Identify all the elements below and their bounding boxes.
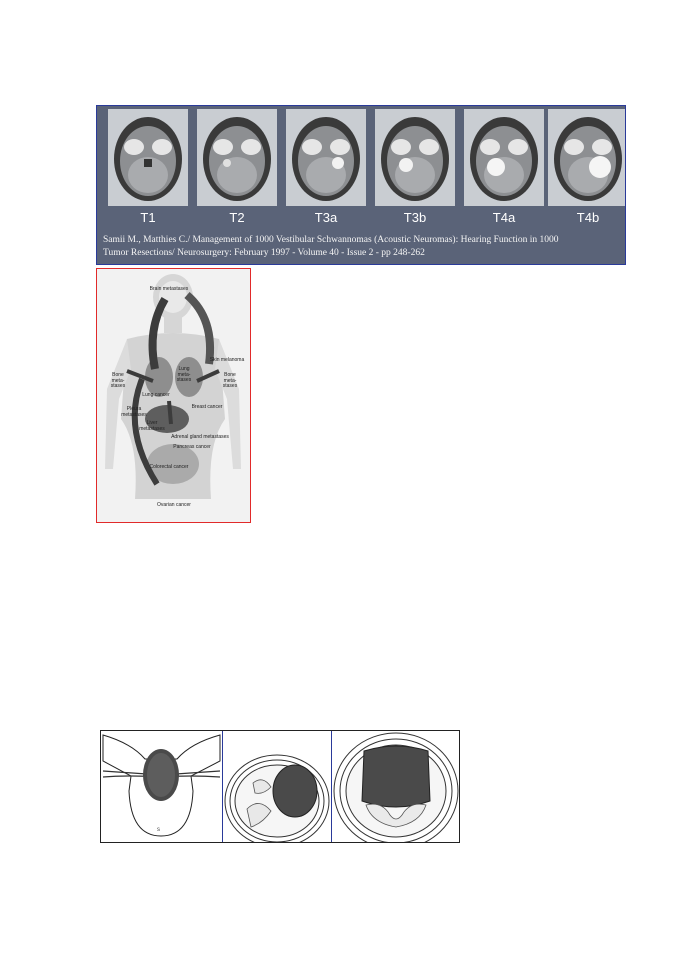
spinal-panel-1 [101, 731, 223, 842]
label-pleura-metastases: Pleura metastases [121, 406, 147, 418]
body-silhouette [97, 269, 249, 521]
mri-caption [103, 234, 621, 260]
label-bone-metastases-right: Bone meta- stases [222, 372, 238, 389]
mri-scan-t4b [548, 109, 626, 206]
caption-citation-rest: : Hearing Function in 1000 [455, 235, 559, 245]
metastasis-diagram [96, 268, 251, 523]
mri-scan-t3a [286, 109, 366, 206]
label-colorectal-cancer: Colorectal cancer [149, 464, 189, 470]
stage-label-t1: T1 [140, 210, 156, 225]
stage-label-t4b: T4b [576, 210, 600, 225]
mri-scan-t4a [464, 109, 544, 206]
label-brain-metastases: Brain metastases [149, 286, 189, 292]
label-bone-metastases-left: Bone meta- stases [110, 372, 126, 389]
mri-scan-t3b [375, 109, 455, 206]
mri-staging-figure [96, 105, 626, 265]
label-lung-cancer: Lung cancer [142, 392, 170, 398]
stage-label-t2: T2 [229, 210, 245, 225]
mri-scan-t2 [197, 109, 277, 206]
caption-citation: Samii M., Matthies C./ Management of 1000 Vestibular Schwannomas (Acoustic Neuromas) [103, 235, 456, 245]
label-lung-metastases: Lung meta- stases [176, 366, 192, 383]
stage-label-t3a: T3a [314, 210, 338, 225]
label-breast-cancer: Breast cancer [191, 404, 223, 410]
caption-journal: Tumor Resections/ Neurosurgery: February 1997 - Volume 40 - Issue 2 - pp 248-262 [103, 248, 425, 258]
label-skin-melanoma: Skin melanoma [209, 357, 245, 363]
stage-label-t4a: T4a [492, 210, 516, 225]
spinal-tumor-figure [100, 730, 460, 843]
label-adrenal-gland-metastases: Adrenal gland metastases [171, 434, 229, 440]
spinal-panel-2 [223, 731, 332, 842]
stage-label-t3b: T3b [403, 210, 427, 225]
label-ovarian-cancer: Ovarian cancer [157, 502, 191, 508]
mri-scan-t1 [108, 109, 188, 206]
spinal-panel-3 [332, 731, 460, 842]
label-pancreas-cancer: Pancreas cancer [173, 444, 211, 450]
svg-text:s: s [157, 827, 160, 833]
label-liver-metastases: Liver metastases [139, 420, 165, 432]
